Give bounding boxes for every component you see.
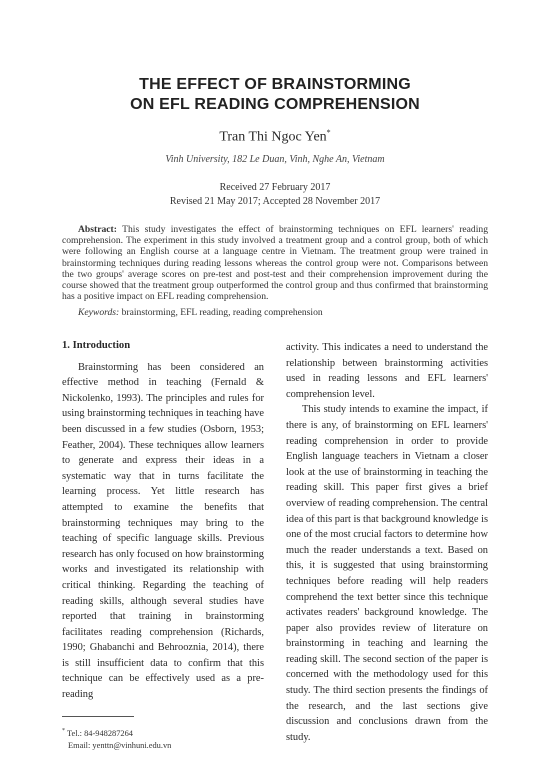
keywords-label: Keywords: — [78, 307, 120, 318]
abstract-text: This study investigates the effect of brainstorming techniques on EFL learners' reading comprehension. The experiment in this study involved a treatment group and a control group, both of which were following an English course at a language centre in Vietnam. The treatment group were trained in brainstorming techniques during reading lessons whereas the control group were not. Comparisons between the two groups' average scores on pre-test and post-test and their comprehension improvement during the course showed that the treatment group outperformed the control group and thus confirmed that brainstorming has a positive impact on EFL reading comprehension. — [62, 224, 488, 303]
received-date: Received 27 February 2017 — [219, 182, 331, 193]
author-footnote — [62, 725, 272, 752]
author-affiliation: Vinh University, 182 Le Duan, Vinh, Nghe An, Vietnam — [165, 154, 385, 165]
section-heading-introduction: 1. Introduction — [62, 340, 131, 351]
intro-paragraph-2: This study intends to examine the impact, if there is any, of brainstorming on EFL learners' reading comprehension in order to provide English language teachers in Vietnam a closer look at the use of brainstorming in teaching the reading skill. This paper first gives a brief overview of reading comprehension. The central idea of this part is that background knowledge is one of the most crucial factors to determine how much the reader understands a text. Based on this, it is suggested that using brainstorming techniques before reading will help readers comprehend the text better since this technique activates readers' background knowledge. The paper also provides review of literature on brainstorming in teaching and learning the reading skill. The second section of the paper is concerned with the methodology used for this study. The third section presents the findings of the research, and the last sections give discussion and conclusions drawn from the study. — [286, 404, 488, 743]
paper-title-line-2: ON EFL READING COMPREHENSION — [130, 96, 420, 113]
keywords — [62, 307, 488, 318]
author-name-text: Tran Thi Ngoc Yen — [219, 129, 327, 145]
paper-title-line-1: THE EFFECT OF BRAINSTORMING — [139, 76, 411, 93]
abstract-label: Abstract: — [78, 224, 117, 235]
intro-paragraph-1: Brainstorming has been considered an effective method in teaching (Fernald & Nickolenko, 1993). The principles and rules for using brainstorming techniques in teaching have been discussed in a few studies (Osborn, 1953; Feather, 2004). These techniques allow learners to generate and express their ideas in a systematic way that in turns facilitate the learning process. Yet little research has attempted to examine the benefits that brainstorming techniques may bring to the teaching of specific language skills. Previous research has only focused on how brainstorming works and investigated its relationship with critical thinking. Regarding the teaching of reading skills, although several studies have reported that training in brainstorming facilitates reading comprehension (Richards, 1990; Ghabanchi and Behrooznia, 2014), there is still insufficient data to confirm that this technique can be effectively used as a pre-reading — [62, 361, 264, 701]
author-footnote-mark: * — [326, 128, 331, 137]
footnote-divider — [62, 716, 134, 717]
keywords-text: brainstorming, EFL reading, reading comprehension — [119, 307, 323, 318]
left-column — [62, 338, 264, 703]
revised-accepted-dates: Revised 21 May 2017; Accepted 28 November 2017 — [169, 196, 381, 207]
footnote-mark: * — [62, 728, 65, 734]
footnote-tel — [62, 725, 272, 740]
right-column — [286, 340, 488, 745]
footnote-tel-text: Tel.: 84-948287264 — [67, 728, 133, 738]
footnote-email: Email: yenttn@vinhuni.edu.vn — [68, 740, 172, 750]
abstract — [62, 224, 488, 302]
intro-paragraph-1-continued: activity. This indicates a need to understand the relationship between brainstorming activities used in reading lessons and EFL learners' comprehension level. — [286, 342, 488, 400]
author-name — [0, 128, 550, 146]
